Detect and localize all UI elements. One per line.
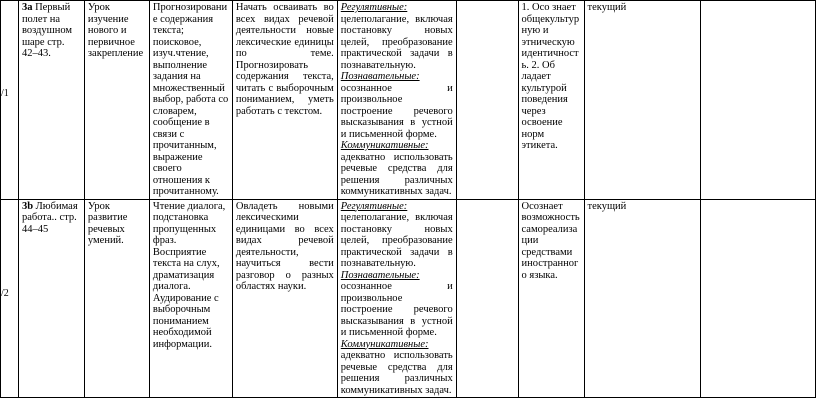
row-number-cell [1, 199, 19, 398]
lesson-code: 3a [21, 2, 33, 13]
lesson-title: Первый полет на воздушном шаре стр. 42–43. [21, 2, 73, 59]
activities-text: Прогнозировани е содержания текста; поисковое, изуч.чтение, выполнение задания на множественный выбор, работа со словарем, сообщение в связи с прочитанным, выражение своего отношения к прочитанному. [152, 2, 229, 197]
table-row [1, 1, 816, 200]
results-text: Овладеть новыми лексическими единицами во всех видах речевой деятельности, научиться вести разговор о разных областях науки. [235, 200, 334, 292]
uud-communicative-text: адекватно использовать речевые средства для решения различных коммуникативных задач. [340, 151, 453, 197]
control-type: текущий [587, 2, 627, 13]
empty-cell [456, 1, 518, 200]
lesson-title-cell [18, 1, 84, 200]
lesson-title: Любимая работа.. стр. 44–45 [21, 200, 78, 235]
lesson-type: Урок развитие речевых умений. [87, 200, 128, 246]
uud-cognitive-label: Познавательные: [340, 71, 420, 82]
uud-cell [337, 1, 456, 200]
activities-cell [149, 1, 232, 200]
results-text: Начать осваивать во всех видах речевой деятельности новые лексические единицы по теме. Прогнозировать содержания текста, читать с выборочным пониманием, уметь работать с текстом. [235, 2, 334, 117]
uud-regulative-text: целеполагание, включая постановку новых целей, преобразование практической задачи в познавательную. [340, 212, 453, 269]
control-cell [584, 199, 701, 398]
lesson-code: 3b [21, 200, 34, 212]
personal-results-cell [518, 199, 584, 398]
activities-text: Чтение диалога, подстановка пропущенных фраз. Восприятие текста на слух, драматизация диалога. Аудирование с выборочным пониманием необходимой информации. [152, 200, 226, 350]
uud-regulative-label: Регулятивные: [340, 200, 408, 212]
lesson-type: Урок изучение нового и первичное закрепление [87, 2, 144, 59]
results-cell [232, 199, 337, 398]
table-row [1, 199, 816, 398]
uud-cognitive-text: осознанное и произвольное построение речевого высказывания в устной и письменной форме. [340, 82, 453, 140]
uud-communicative-label: Коммуникативные: [340, 140, 429, 151]
uud-cognitive-label: Познавательные: [340, 269, 420, 281]
row-number: /1 [1, 88, 9, 99]
uud-communicative-label: Коммуникативные: [340, 338, 429, 350]
personal-results-text: Осознает возможность самореализа ции средствами иностранног о языка. [521, 200, 580, 281]
lesson-type-cell [84, 199, 149, 398]
empty-cell [456, 199, 518, 398]
empty-cell [701, 199, 816, 398]
personal-results-text: 1. Осо знает общекультур ную и этническую идентичност ь. 2. Об ладает культурой поведения через освоение норм этикета. [521, 2, 580, 151]
uud-regulative-label: Регулятивные: [340, 2, 408, 13]
row-number: /2 [1, 287, 9, 299]
uud-regulative-text: целеполагание, включая постановку новых целей, преобразование практической задачи в познавательную. [340, 13, 453, 71]
uud-communicative-text: адекватно использовать речевые средства для решения различных коммуникативных задач. [340, 350, 453, 396]
lesson-type-cell [84, 1, 149, 200]
personal-results-cell [518, 1, 584, 200]
activities-cell [149, 199, 232, 398]
lesson-title-cell [18, 199, 84, 398]
empty-cell [701, 1, 816, 200]
uud-cognitive-text: осознанное и произвольное построение речевого высказывания в устной и письменной форме. [340, 281, 453, 338]
row-number-cell [1, 1, 19, 200]
results-cell [232, 1, 337, 200]
control-type: текущий [587, 200, 627, 212]
uud-cell [337, 199, 456, 398]
control-cell [584, 1, 701, 200]
